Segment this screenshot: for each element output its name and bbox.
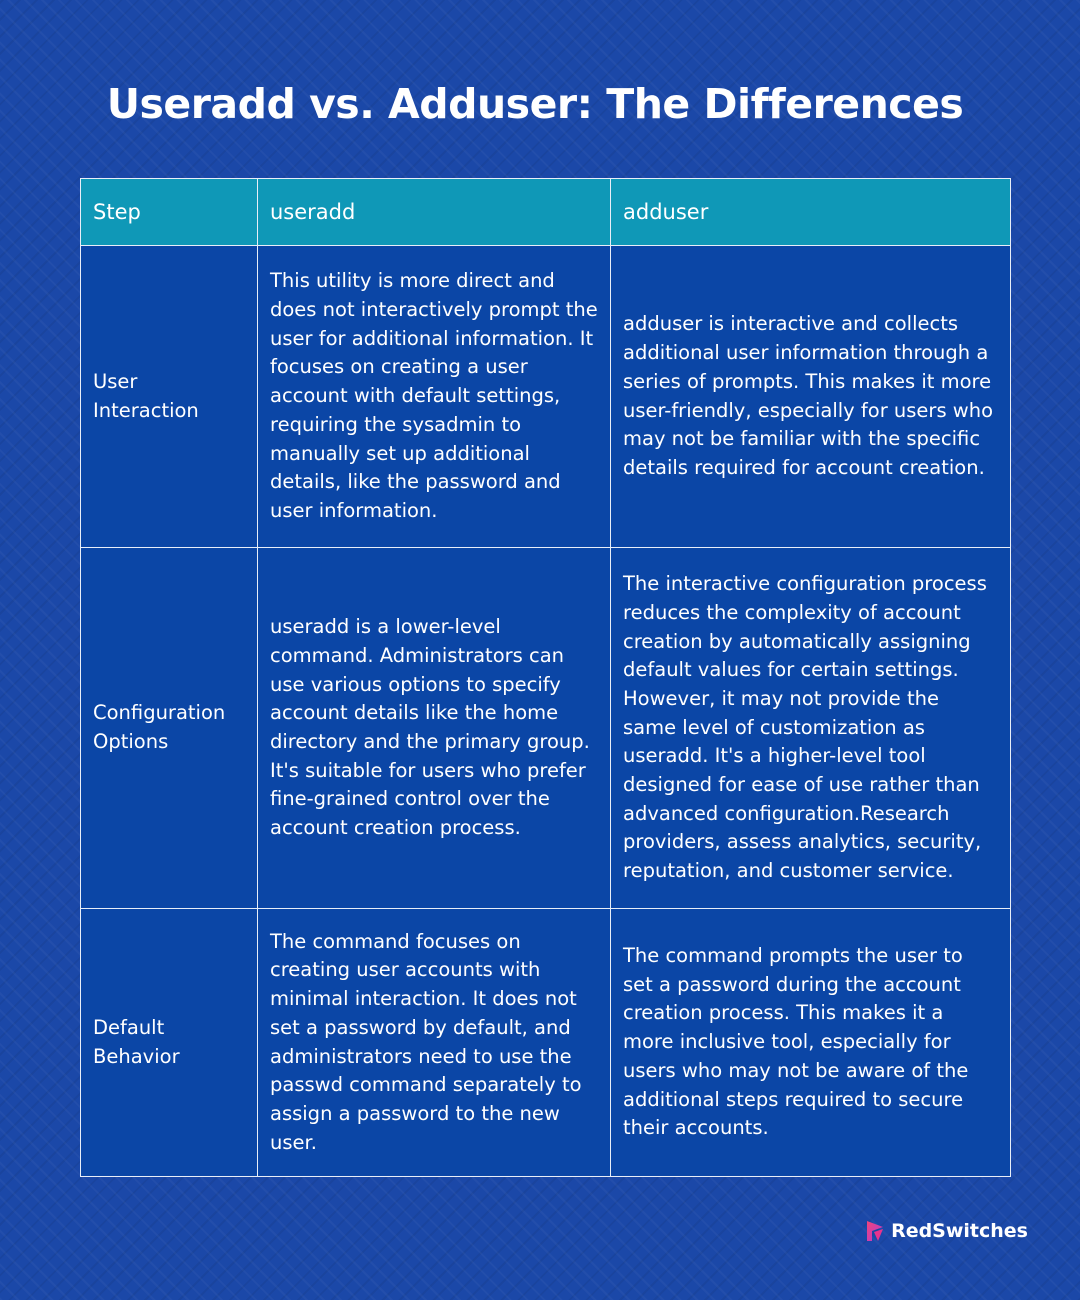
table-row [81, 246, 1011, 548]
step-cell: Default Behavior [81, 909, 258, 1177]
useradd-cell: The command focuses on creating user accounts with minimal interaction. It does not set a password by default, and administrators need to use the passwd command separately to assign a password to the new user. [258, 909, 611, 1177]
adduser-cell: The command prompts the user to set a password during the account creation process. This makes it a more inclusive tool, especially for users who may not be aware of the additional steps required to secure their accounts. [611, 909, 1011, 1177]
brand-name: RedSwitches [891, 1220, 1028, 1242]
brand-logo [865, 1219, 1028, 1243]
useradd-cell: useradd is a lower-level command. Administrators can use various options to specify account details like the home directory and the primary group. It's suitable for users who prefer fine-grained control over the account creation process. [258, 548, 611, 909]
comparison-table [80, 178, 1011, 1177]
step-cell: Configuration Options [81, 548, 258, 909]
useradd-cell: This utility is more direct and does not interactively prompt the user for additional information. It focuses on creating a user account with default settings, requiring the sysadmin to manually set up additional details, like the password and user information. [258, 246, 611, 548]
table-header-row [81, 179, 1011, 246]
column-header-adduser: adduser [611, 179, 1011, 246]
step-cell: User Interaction [81, 246, 258, 548]
adduser-cell: The interactive configuration process reduces the complexity of account creation by automatically assigning default values for certain settings. However, it may not provide the same level of customization as useradd. It's a higher-level tool designed for ease of use rather than advanced configuration.Research providers, assess analytics, security, reputation, and customer service. [611, 548, 1011, 909]
column-header-step: Step [81, 179, 258, 246]
table-row [81, 548, 1011, 909]
page-title: Useradd vs. Adduser: The Differences [106, 80, 964, 128]
adduser-cell: adduser is interactive and collects additional user information through a series of prompts. This makes it more user-friendly, especially for users who may not be familiar with the specific details required for account creation. [611, 246, 1011, 548]
table-row [81, 909, 1011, 1177]
redswitches-logo-icon [865, 1219, 885, 1243]
column-header-useradd: useradd [258, 179, 611, 246]
